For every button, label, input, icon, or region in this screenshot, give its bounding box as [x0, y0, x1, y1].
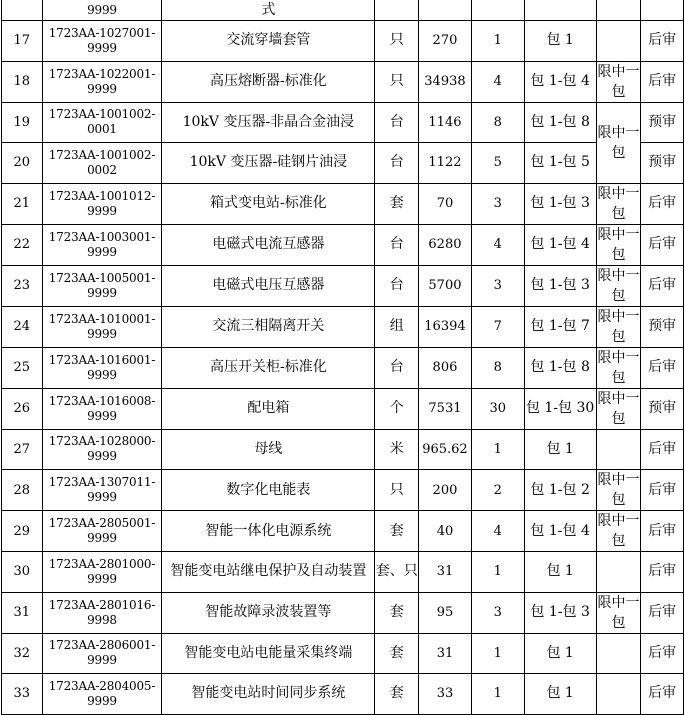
cell-no: 33 — [2, 674, 43, 715]
cell-review: 后审 — [641, 633, 684, 674]
table-row — [2, 21, 684, 62]
cell-pack: 包 1-包 8 — [524, 102, 596, 143]
cell-qty: 1146 — [419, 102, 472, 143]
cell-name: 10kV 变压器-非晶合金油浸 — [162, 102, 375, 143]
cell-limit: 限中一包 — [596, 102, 641, 183]
cell-limit — [596, 21, 641, 62]
cell-unit: 台 — [375, 143, 419, 184]
cell-review: 预审 — [641, 388, 684, 429]
cell-no: 25 — [2, 347, 43, 388]
table-row — [2, 470, 684, 511]
cell-review: 预审 — [641, 306, 684, 347]
cell-packs: 3 — [471, 265, 524, 306]
cell-review: 后审 — [641, 61, 684, 102]
cell-packs: 2 — [471, 470, 524, 511]
cell-packs: 3 — [471, 592, 524, 633]
cell-limit: 限中一包 — [596, 183, 641, 224]
cell-packs — [471, 0, 524, 21]
cell-name: 配电箱 — [162, 388, 375, 429]
cell-pack: 包 1 — [524, 21, 596, 62]
cell-packs: 8 — [471, 102, 524, 143]
cell-code: 1723AA-2805001-9999 — [42, 511, 162, 552]
cell-unit — [375, 0, 419, 21]
cell-packs: 3 — [471, 183, 524, 224]
cell-code: 1723AA-2806001-9999 — [42, 633, 162, 674]
cell-name: 智能一体化电源系统 — [162, 511, 375, 552]
cell-packs: 4 — [471, 61, 524, 102]
cell-pack: 包 1-包 4 — [524, 224, 596, 265]
table-body — [2, 0, 684, 714]
cell-no: 30 — [2, 552, 43, 593]
table-row — [2, 552, 684, 593]
cell-limit: 限中一包 — [596, 511, 641, 552]
cell-no: 18 — [2, 61, 43, 102]
cell-unit: 套、只 — [375, 552, 419, 593]
cell-packs: 4 — [471, 511, 524, 552]
cell-unit: 套 — [375, 592, 419, 633]
cell-unit: 套 — [375, 633, 419, 674]
cell-name: 高压熔断器-标准化 — [162, 61, 375, 102]
cell-unit: 米 — [375, 429, 419, 470]
cell-name: 智能变电站时间同步系统 — [162, 674, 375, 715]
cell-code: 1723AA-2804005-9999 — [42, 674, 162, 715]
cell-no: 32 — [2, 633, 43, 674]
cell-packs: 5 — [471, 143, 524, 184]
cell-unit: 只 — [375, 21, 419, 62]
cell-limit: 限中一包 — [596, 388, 641, 429]
cell-qty: 965.62 — [419, 429, 472, 470]
cell-name: 智能变电站继电保护及自动装置 — [162, 552, 375, 593]
cell-pack: 包 1-包 8 — [524, 347, 596, 388]
cell-limit: 限中一包 — [596, 224, 641, 265]
cell-review: 后审 — [641, 265, 684, 306]
cell-name: 智能故障录波装置等 — [162, 592, 375, 633]
cell-packs: 4 — [471, 224, 524, 265]
table-row — [2, 633, 684, 674]
cell-packs: 30 — [471, 388, 524, 429]
cell-packs: 1 — [471, 674, 524, 715]
cell-pack: 包 1-包 3 — [524, 265, 596, 306]
cell-unit: 台 — [375, 102, 419, 143]
cell-name: 式 — [162, 0, 375, 21]
cell-no: 22 — [2, 224, 43, 265]
cell-review: 后审 — [641, 347, 684, 388]
cell-code: 1723AA-1016008-9999 — [42, 388, 162, 429]
cell-pack: 包 1-包 7 — [524, 306, 596, 347]
cell-pack — [524, 0, 596, 21]
cell-no: 19 — [2, 102, 43, 143]
cell-name: 电磁式电压互感器 — [162, 265, 375, 306]
cell-code: 1723AA-2801016-9998 — [42, 592, 162, 633]
cell-name: 电磁式电流互感器 — [162, 224, 375, 265]
cell-code: 1723AA-1010001-9999 — [42, 306, 162, 347]
cell-pack: 包 1-包 2 — [524, 470, 596, 511]
cell-name: 智能变电站电能量采集终端 — [162, 633, 375, 674]
cell-review: 后审 — [641, 470, 684, 511]
cell-code: 1723AA-1027001-9999 — [42, 21, 162, 62]
cell-limit — [596, 633, 641, 674]
cell-no: 26 — [2, 388, 43, 429]
cell-qty: 806 — [419, 347, 472, 388]
cell-packs: 1 — [471, 429, 524, 470]
cell-packs: 8 — [471, 347, 524, 388]
cell-limit: 限中一包 — [596, 592, 641, 633]
cell-qty: 5700 — [419, 265, 472, 306]
cell-code: 1723AA-1022001-9999 — [42, 61, 162, 102]
cell-code: 1723AA-1001002-0001 — [42, 102, 162, 143]
cell-review — [641, 0, 684, 21]
cell-unit: 套 — [375, 183, 419, 224]
cell-limit: 限中一包 — [596, 306, 641, 347]
cell-limit: 限中一包 — [596, 347, 641, 388]
cell-name: 高压开关柜-标准化 — [162, 347, 375, 388]
cell-no: 23 — [2, 265, 43, 306]
cell-pack: 包 1-包 4 — [524, 511, 596, 552]
cell-unit: 台 — [375, 265, 419, 306]
cell-qty: 1122 — [419, 143, 472, 184]
cell-pack: 包 1-包 5 — [524, 143, 596, 184]
cell-qty: 7531 — [419, 388, 472, 429]
table-row — [2, 183, 684, 224]
cell-review: 后审 — [641, 183, 684, 224]
table-row — [2, 347, 684, 388]
cell-code: 1723AA-1307011-9999 — [42, 470, 162, 511]
cell-no: 24 — [2, 306, 43, 347]
cell-review: 预审 — [641, 102, 684, 143]
table-row — [2, 511, 684, 552]
cell-unit: 台 — [375, 347, 419, 388]
table-row — [2, 674, 684, 715]
cell-pack: 包 1 — [524, 429, 596, 470]
cell-qty: 270 — [419, 21, 472, 62]
cell-review: 后审 — [641, 511, 684, 552]
cell-name: 母线 — [162, 429, 375, 470]
cell-review: 后审 — [641, 224, 684, 265]
cell-name: 箱式变电站-标准化 — [162, 183, 375, 224]
cell-pack: 包 1-包 4 — [524, 61, 596, 102]
cell-no: 31 — [2, 592, 43, 633]
cell-pack: 包 1 — [524, 633, 596, 674]
cell-name: 交流三相隔离开关 — [162, 306, 375, 347]
continued-row — [2, 0, 684, 21]
table-row — [2, 306, 684, 347]
cell-packs: 7 — [471, 306, 524, 347]
cell-qty — [419, 0, 472, 21]
cell-no — [2, 0, 43, 21]
cell-no: 28 — [2, 470, 43, 511]
cell-packs: 1 — [471, 633, 524, 674]
cell-limit: 限中一包 — [596, 61, 641, 102]
cell-qty: 40 — [419, 511, 472, 552]
cell-qty: 95 — [419, 592, 472, 633]
table-row — [2, 265, 684, 306]
cell-no: 27 — [2, 429, 43, 470]
cell-qty: 34938 — [419, 61, 472, 102]
cell-code: 1723AA-1003001-9999 — [42, 224, 162, 265]
cell-code: 9999 — [42, 0, 162, 21]
cell-pack: 包 1-包 3 — [524, 592, 596, 633]
cell-review: 后审 — [641, 21, 684, 62]
table-row — [2, 429, 684, 470]
cell-unit: 组 — [375, 306, 419, 347]
cell-name: 10kV 变压器-硅钢片油浸 — [162, 143, 375, 184]
table-row — [2, 102, 684, 143]
cell-limit — [596, 429, 641, 470]
cell-packs: 1 — [471, 552, 524, 593]
cell-code: 1723AA-1016001-9999 — [42, 347, 162, 388]
table-row — [2, 61, 684, 102]
table-row — [2, 143, 684, 184]
cell-pack: 包 1 — [524, 552, 596, 593]
cell-limit — [596, 674, 641, 715]
cell-packs: 1 — [471, 21, 524, 62]
table-row — [2, 592, 684, 633]
cell-unit: 套 — [375, 511, 419, 552]
cell-qty: 16394 — [419, 306, 472, 347]
table-row — [2, 224, 684, 265]
cell-review: 后审 — [641, 429, 684, 470]
cell-no: 21 — [2, 183, 43, 224]
cell-no: 17 — [2, 21, 43, 62]
cell-unit: 个 — [375, 388, 419, 429]
cell-qty: 31 — [419, 633, 472, 674]
cell-limit — [596, 0, 641, 21]
cell-unit: 台 — [375, 224, 419, 265]
cell-no: 20 — [2, 143, 43, 184]
cell-qty: 70 — [419, 183, 472, 224]
cell-pack: 包 1-包 3 — [524, 183, 596, 224]
cell-limit — [596, 552, 641, 593]
cell-unit: 套 — [375, 674, 419, 715]
cell-pack: 包 1-包 30 — [524, 388, 596, 429]
cell-name: 数字化电能表 — [162, 470, 375, 511]
cell-name: 交流穿墙套管 — [162, 21, 375, 62]
cell-qty: 200 — [419, 470, 472, 511]
cell-code: 1723AA-2801000-9999 — [42, 552, 162, 593]
cell-unit: 只 — [375, 61, 419, 102]
cell-code: 1723AA-1005001-9999 — [42, 265, 162, 306]
cell-code: 1723AA-1028000-9999 — [42, 429, 162, 470]
cell-code: 1723AA-1001002-0002 — [42, 143, 162, 184]
cell-qty: 33 — [419, 674, 472, 715]
cell-review: 后审 — [641, 592, 684, 633]
cell-code: 1723AA-1001012-9999 — [42, 183, 162, 224]
cell-qty: 31 — [419, 552, 472, 593]
cell-unit: 只 — [375, 470, 419, 511]
cell-limit: 限中一包 — [596, 470, 641, 511]
table-row — [2, 388, 684, 429]
cell-review: 预审 — [641, 143, 684, 184]
cell-limit: 限中一包 — [596, 265, 641, 306]
cell-review: 后审 — [641, 552, 684, 593]
procurement-table — [1, 0, 684, 715]
cell-no: 29 — [2, 511, 43, 552]
cell-review: 后审 — [641, 674, 684, 715]
cell-qty: 6280 — [419, 224, 472, 265]
cell-pack: 包 1 — [524, 674, 596, 715]
